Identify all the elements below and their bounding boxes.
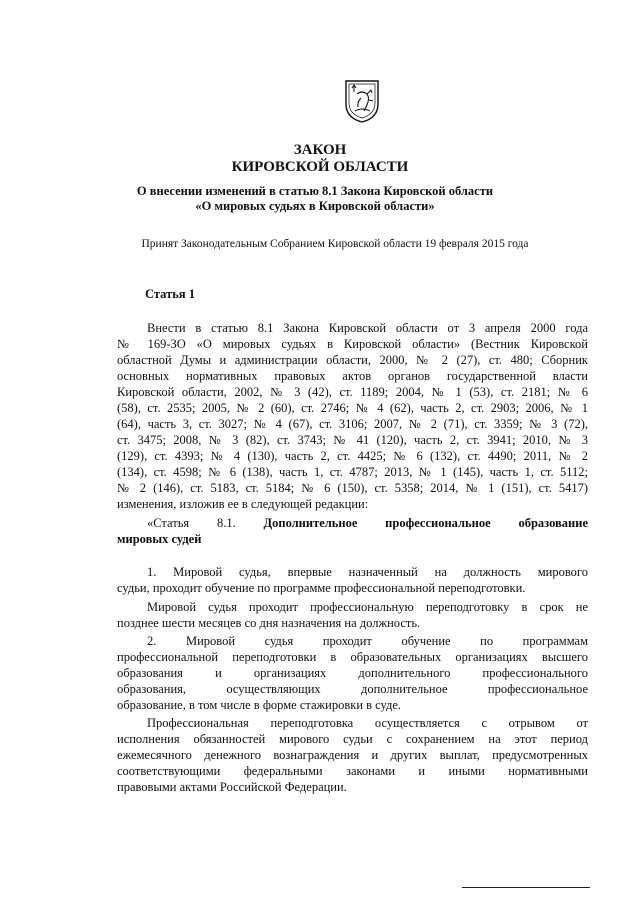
statute-title-line-2: мировых судей bbox=[117, 532, 202, 546]
para-line: соответствующими федеральными законами и иными нормативными bbox=[117, 764, 588, 778]
para-line: судьи, проходит обучение по программе профессиональной переподготовки. bbox=[117, 581, 526, 595]
intro-line: Кировской области, 2002, № 3 (42), ст. 1189; 2004, № 1 (53), ст. 2181; № 6 bbox=[117, 385, 588, 399]
para-line: исполнения обязанностей мирового судьи с сохранением на этот период bbox=[117, 732, 588, 746]
kirov-coat-of-arms-icon bbox=[343, 78, 381, 124]
law-title: ЗАКОН bbox=[293, 142, 347, 158]
subtitle-line-1: О внесении изменений в статью 8.1 Закона Кировской области bbox=[136, 184, 494, 198]
para-line: позднее шести месяцев со дня назначения на должность. bbox=[117, 616, 421, 630]
para-line: 2. Мировой судья проходит обучение по программам bbox=[147, 634, 588, 648]
statute-para-4 bbox=[117, 715, 588, 795]
intro-line: ст. 3475; 2008, № 3 (82), ст. 3743; № 41 (120), часть 2, ст. 3941; 2010, № 3 bbox=[117, 433, 588, 447]
adoption-note: Принят Законодательным Собранием Кировской области 19 февраля 2015 года bbox=[141, 238, 529, 250]
law-region: КИРОВСКОЙ ОБЛАСТИ bbox=[231, 159, 409, 175]
intro-line: (134), ст. 4598; № 6 (138), часть 1, ст. 4787; 2013, № 1 (145), часть 1, ст. 5112; bbox=[117, 465, 588, 479]
article-heading: Статья 1 bbox=[145, 287, 195, 301]
intro-line: областной Думы и администрации области, 2000, № 2 (27), ст. 480; Сборник bbox=[117, 353, 588, 367]
para-line: Профессиональная переподготовка осуществляется с отрывом от bbox=[147, 716, 588, 730]
statute-para-2 bbox=[117, 599, 588, 631]
para-line: Мировой судья проходит профессиональную переподготовку в срок не bbox=[147, 600, 588, 614]
statute-title-text: Дополнительное профессиональное образование bbox=[263, 516, 588, 530]
intro-line: № 169-ЗО «О мировых судьях в Кировской области» (Вестник Кировской bbox=[117, 337, 588, 351]
statute-title-line bbox=[117, 515, 588, 531]
para-line: правовыми актами Российской Федерации. bbox=[117, 780, 347, 794]
para-line: образования, осуществляющих дополнительное профессиональное bbox=[117, 682, 588, 696]
statute-title bbox=[117, 515, 588, 547]
intro-line: (64), часть 3, ст. 3027; № 4 (67), ст. 3106; 2007, № 2 (71), ст. 3359; № 3 (72), bbox=[117, 417, 588, 431]
para-line: 1. Мировой судья, впервые назначенный на должность мирового bbox=[147, 565, 588, 579]
para-line: образование, в том числе в форме стажировки в суде. bbox=[117, 698, 402, 712]
intro-line: Внести в статью 8.1 Закона Кировской области от 3 апреля 2000 года bbox=[147, 321, 588, 335]
article-intro bbox=[117, 320, 588, 512]
law-subtitle bbox=[120, 184, 510, 214]
intro-line: № 2 (146), ст. 5183, ст. 5184; № 6 (150), ст. 5358; 2014, № 1 (151), ст. 5417) bbox=[117, 481, 588, 495]
statute-number: «Статья 8.1. bbox=[147, 516, 236, 530]
subtitle-line-2: «О мировых судьях в Кировской области» bbox=[195, 199, 435, 213]
footer-rule bbox=[462, 887, 590, 888]
para-line: ежемесячного денежного вознаграждения и других выплат, предусмотренных bbox=[117, 748, 588, 762]
intro-line: (58), ст. 2535; 2005, № 2 (60), ст. 2746; № 4 (62), часть 2, ст. 2903; 2006, № 1 bbox=[117, 401, 588, 415]
para-line: образования и организациях дополнительного профессионального bbox=[117, 666, 588, 680]
intro-line: основных нормативных правовых актов органов государственной власти bbox=[117, 369, 588, 383]
statute-para-1 bbox=[117, 564, 588, 596]
intro-line: изменения, изложив ее в следующей редакции: bbox=[117, 497, 369, 511]
intro-line: (129), ст. 4393; № 4 (130), часть 2, ст. 4425; № 6 (132), ст. 4490; 2011, № 2 bbox=[117, 449, 588, 463]
para-line: профессиональной переподготовки в образовательных организациях высшего bbox=[117, 650, 588, 664]
statute-para-3 bbox=[117, 633, 588, 713]
